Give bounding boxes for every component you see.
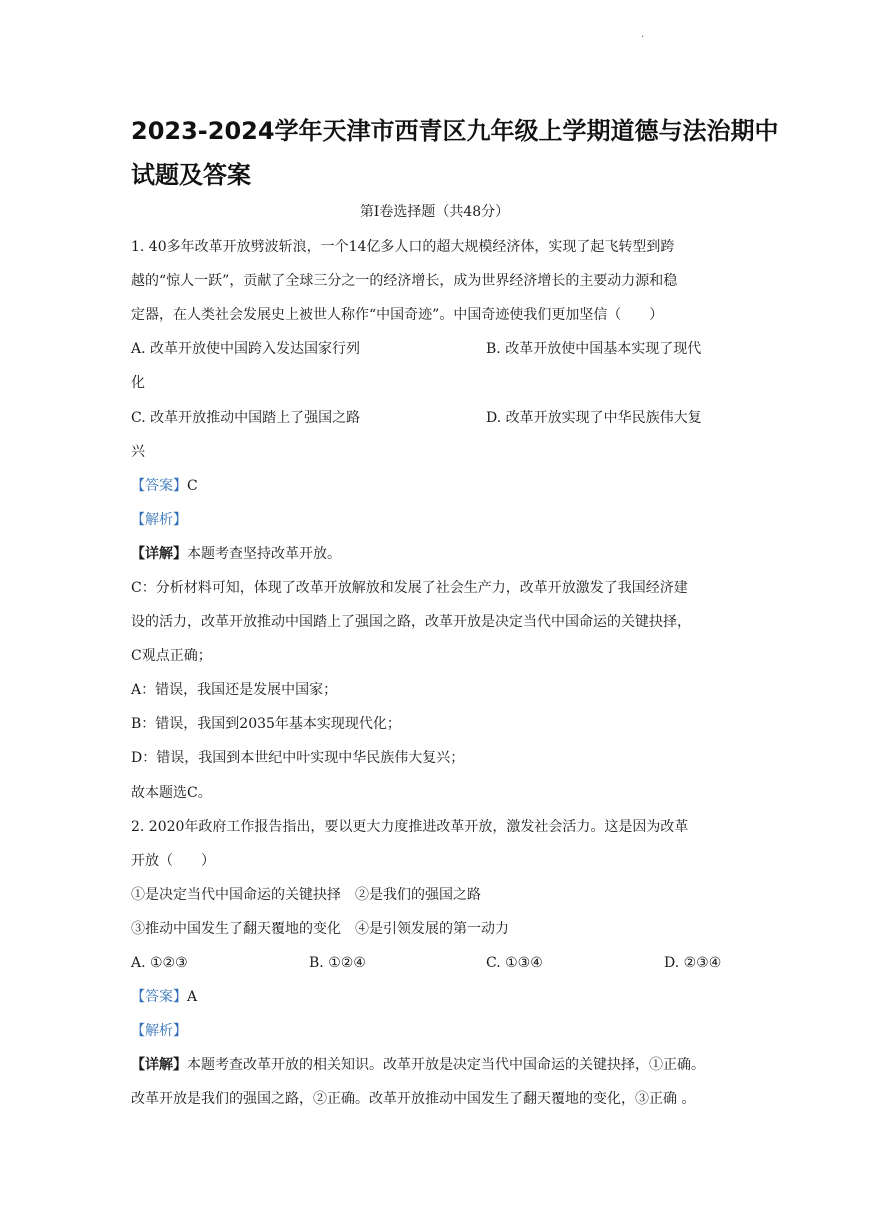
answer-label: 【答案】 [131,478,187,494]
answer-label: 【答案】 [131,989,187,1005]
q1-detail [131,544,741,564]
q1-analysis-label: 【解析】 [131,512,187,528]
detail-label: 【详解】 [131,1057,187,1073]
q1-explanation-line: 故本题选C。 [131,785,212,801]
q1-stem-line: 越的“惊人一跃”，贡献了全球三分之一的经济增长，成为世界经济增长的主要动力源和稳 [131,273,678,289]
q1-stem-line: 1. 40多年改革开放劈波斩浪，一个14亿多人口的超大规模经济体，实现了起飞转型到跨 [131,239,675,255]
q2-option-c: C. ①③④ [486,955,543,971]
detail-text: 本题考查改革开放的相关知识。改革开放是决定当代中国命运的关键抉择，①正确。 [187,1057,705,1073]
q1-option-b-wrap: 化 [131,375,145,391]
q2-analysis-label: 【解析】 [131,1023,187,1039]
q1-option-c: C. 改革开放推动中国踏上了强国之路 [131,410,361,426]
document-title-line-1: 2023-2024学年天津市西青区九年级上学期道德与法治期中 [131,117,779,145]
q1-option-d: D. 改革开放实现了中华民族伟大复 [486,410,702,426]
page-marker-dot: · [641,32,645,43]
q2-statement-line: ③推动中国发生了翻天覆地的变化 ④是引领发展的第一动力 [131,921,509,937]
q2-answer [131,987,741,1007]
q2-option-d: D. ②③④ [664,955,722,971]
q1-option-a: A. 改革开放使中国跨入发达国家行列 [131,341,361,357]
answer-value: C [187,478,198,494]
q1-answer [131,476,741,496]
answer-value: A [187,989,198,1005]
q2-option-b: B. ①②④ [309,955,366,971]
detail-label: 【详解】 [131,546,187,562]
q1-explanation-line: B：错误，我国到2035年基本实现现代化； [131,716,401,732]
q2-detail [131,1055,741,1075]
q2-option-a: A. ①②③ [131,955,188,971]
q1-option-d-wrap: 兴 [131,444,145,460]
section-heading: 第Ⅰ卷选择题（共48分） [359,204,510,220]
q2-stem-line: 2. 2020年政府工作报告指出，要以更大力度推进改革开放，激发社会活力。这是因为改革 [131,819,689,835]
q1-explanation-line: A：错误，我国还是发展中国家； [131,682,338,698]
detail-text: 本题考查坚持改革开放。 [187,546,341,562]
q1-explanation-line: 设的活力，改革开放推动中国踏上了强国之路，改革开放是决定当代中国命运的关键抉择， [131,614,691,630]
q2-stem-line: 开放（ ） [131,853,215,869]
q2-statement-line: ①是决定当代中国命运的关键抉择 ②是我们的强国之路 [131,887,481,903]
q1-explanation-line: D：错误，我国到本世纪中叶实现中华民族伟大复兴； [131,750,465,766]
q2-detail-line-2: 改革开放是我们的强国之路，②正确。改革开放推动中国发生了翻天覆地的变化，③正确 。 [131,1091,696,1107]
q1-explanation-line: C：分析材料可知，体现了改革开放解放和发展了社会生产力，改革开放激发了我国经济建 [131,580,688,596]
q1-option-b: B. 改革开放使中国基本实现了现代 [486,341,702,357]
q1-explanation-line: C观点正确； [131,648,212,664]
document-title-line-2: 试题及答案 [131,161,251,189]
q1-stem-line: 定器，在人类社会发展史上被世人称作“中国奇迹”。中国奇迹使我们更加坚信（ ） [131,307,664,323]
